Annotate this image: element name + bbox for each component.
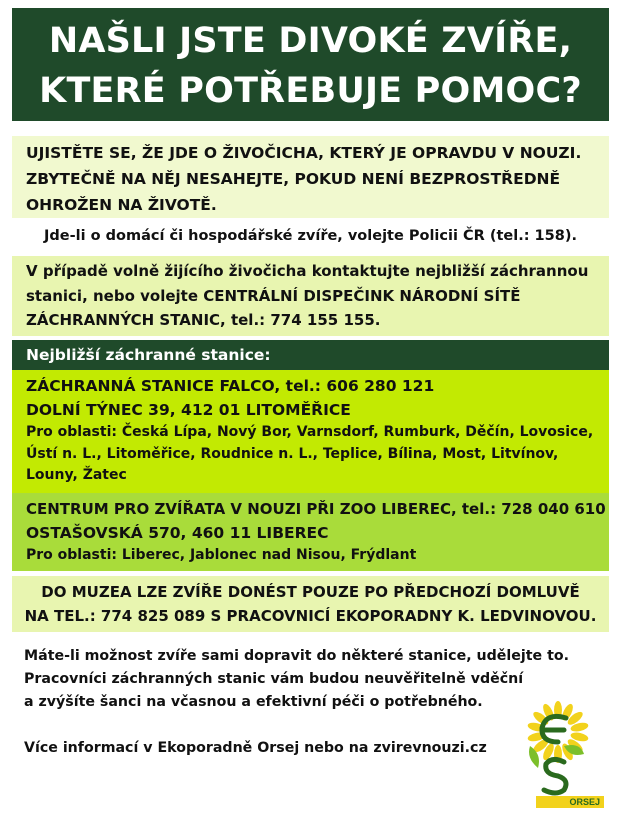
falco-areas-1: Pro oblasti: Česká Lípa, Nový Bor, Varnsdorf, Rumburk, Děčín, Lovosice,	[26, 424, 594, 440]
more-info-text: Více informací v Ekoporadně Orsej nebo na zvirevnouzi.cz	[24, 740, 487, 756]
logo-name: ORSEJ	[569, 797, 600, 807]
falco-address: DOLNÍ TÝNEC 39, 412 01 LITOMĚŘICE	[26, 401, 351, 419]
warning-line-1: UJISTĚTE SE, ŽE JDE O ŽIVOČICHA, KTERÝ JE OPRAVDU V NOUZI.	[26, 144, 582, 162]
museum-line-2: NA TEL.: 774 825 089 S PRACOVNICÍ EKOPORADNY K. LEDVINOVOU.	[24, 607, 597, 625]
warning-line-2: ZBYTEČNĚ NA NĚJ NESAHEJTE, POKUD NENÍ BEZPROSTŘEDNĚ	[26, 170, 561, 188]
sunflower-logo-icon	[508, 698, 608, 810]
stations-heading: Nejbližší záchranné stanice:	[12, 340, 609, 370]
title-line-1: NAŠLI JSTE DIVOKÉ ZVÍŘE,	[48, 21, 573, 61]
falco-areas-2: Ústí n. L., Litoměřice, Roudnice n. L., Teplice, Bílina, Most, Litvínov,	[26, 445, 559, 462]
falco-name: ZÁCHRANNÁ STANICE FALCO, tel.: 606 280 121	[26, 377, 435, 395]
closing-line-3: a zvýšíte šanci na včasnou a efektivní péči o potřebného.	[24, 694, 483, 710]
warning-box	[12, 136, 609, 218]
museum-line-1: DO MUZEA LZE ZVÍŘE DONÉST POUZE PO PŘEDCHOZÍ DOMLUVĚ	[41, 583, 580, 601]
liberec-areas: Pro oblasti: Liberec, Jablonec nad Nisou, Frýdlant	[26, 547, 417, 563]
liberec-address: OSTAŠOVSKÁ 570, 460 11 LIBEREC	[26, 524, 329, 542]
police-notice: Jde-li o domácí či hospodářské zvíře, volejte Policii ČR (tel.: 158).	[44, 228, 577, 244]
poster-title	[12, 8, 609, 121]
closing-line-1: Máte-li možnost zvíře sami dopravit do některé stanice, udělejte to.	[24, 648, 570, 664]
orsej-logo	[508, 698, 608, 810]
warning-line-3: OHROŽEN NA ŽIVOTĚ.	[26, 196, 217, 214]
contact-line-3: ZÁCHRANNÝCH STANIC, tel.: 774 155 155.	[26, 311, 381, 329]
logo-s-letter	[544, 759, 566, 793]
station-liberec	[12, 493, 609, 571]
contact-line-1: V případě volně žijícího živočicha kontaktujte nejbližší záchrannou	[26, 262, 589, 280]
logo-e-letter	[542, 716, 566, 742]
closing-line-2: Pracovníci záchranných stanic vám budou neuvěřitelně vděční	[24, 671, 524, 687]
title-line-2: KTERÉ POTŘEBUJE POMOC?	[39, 71, 582, 111]
closing-paragraph	[24, 645, 570, 714]
station-falco	[12, 370, 609, 493]
liberec-name: CENTRUM PRO ZVÍŘATA V NOUZI PŘI ZOO LIBEREC, tel.: 728 040 610	[26, 500, 606, 518]
contact-box	[12, 256, 609, 336]
contact-line-2: stanici, nebo volejte CENTRÁLNÍ DISPEČINK NÁRODNÍ SÍTĚ	[26, 286, 521, 305]
falco-areas-3: Louny, Žatec	[26, 467, 127, 483]
museum-notice	[12, 576, 609, 632]
